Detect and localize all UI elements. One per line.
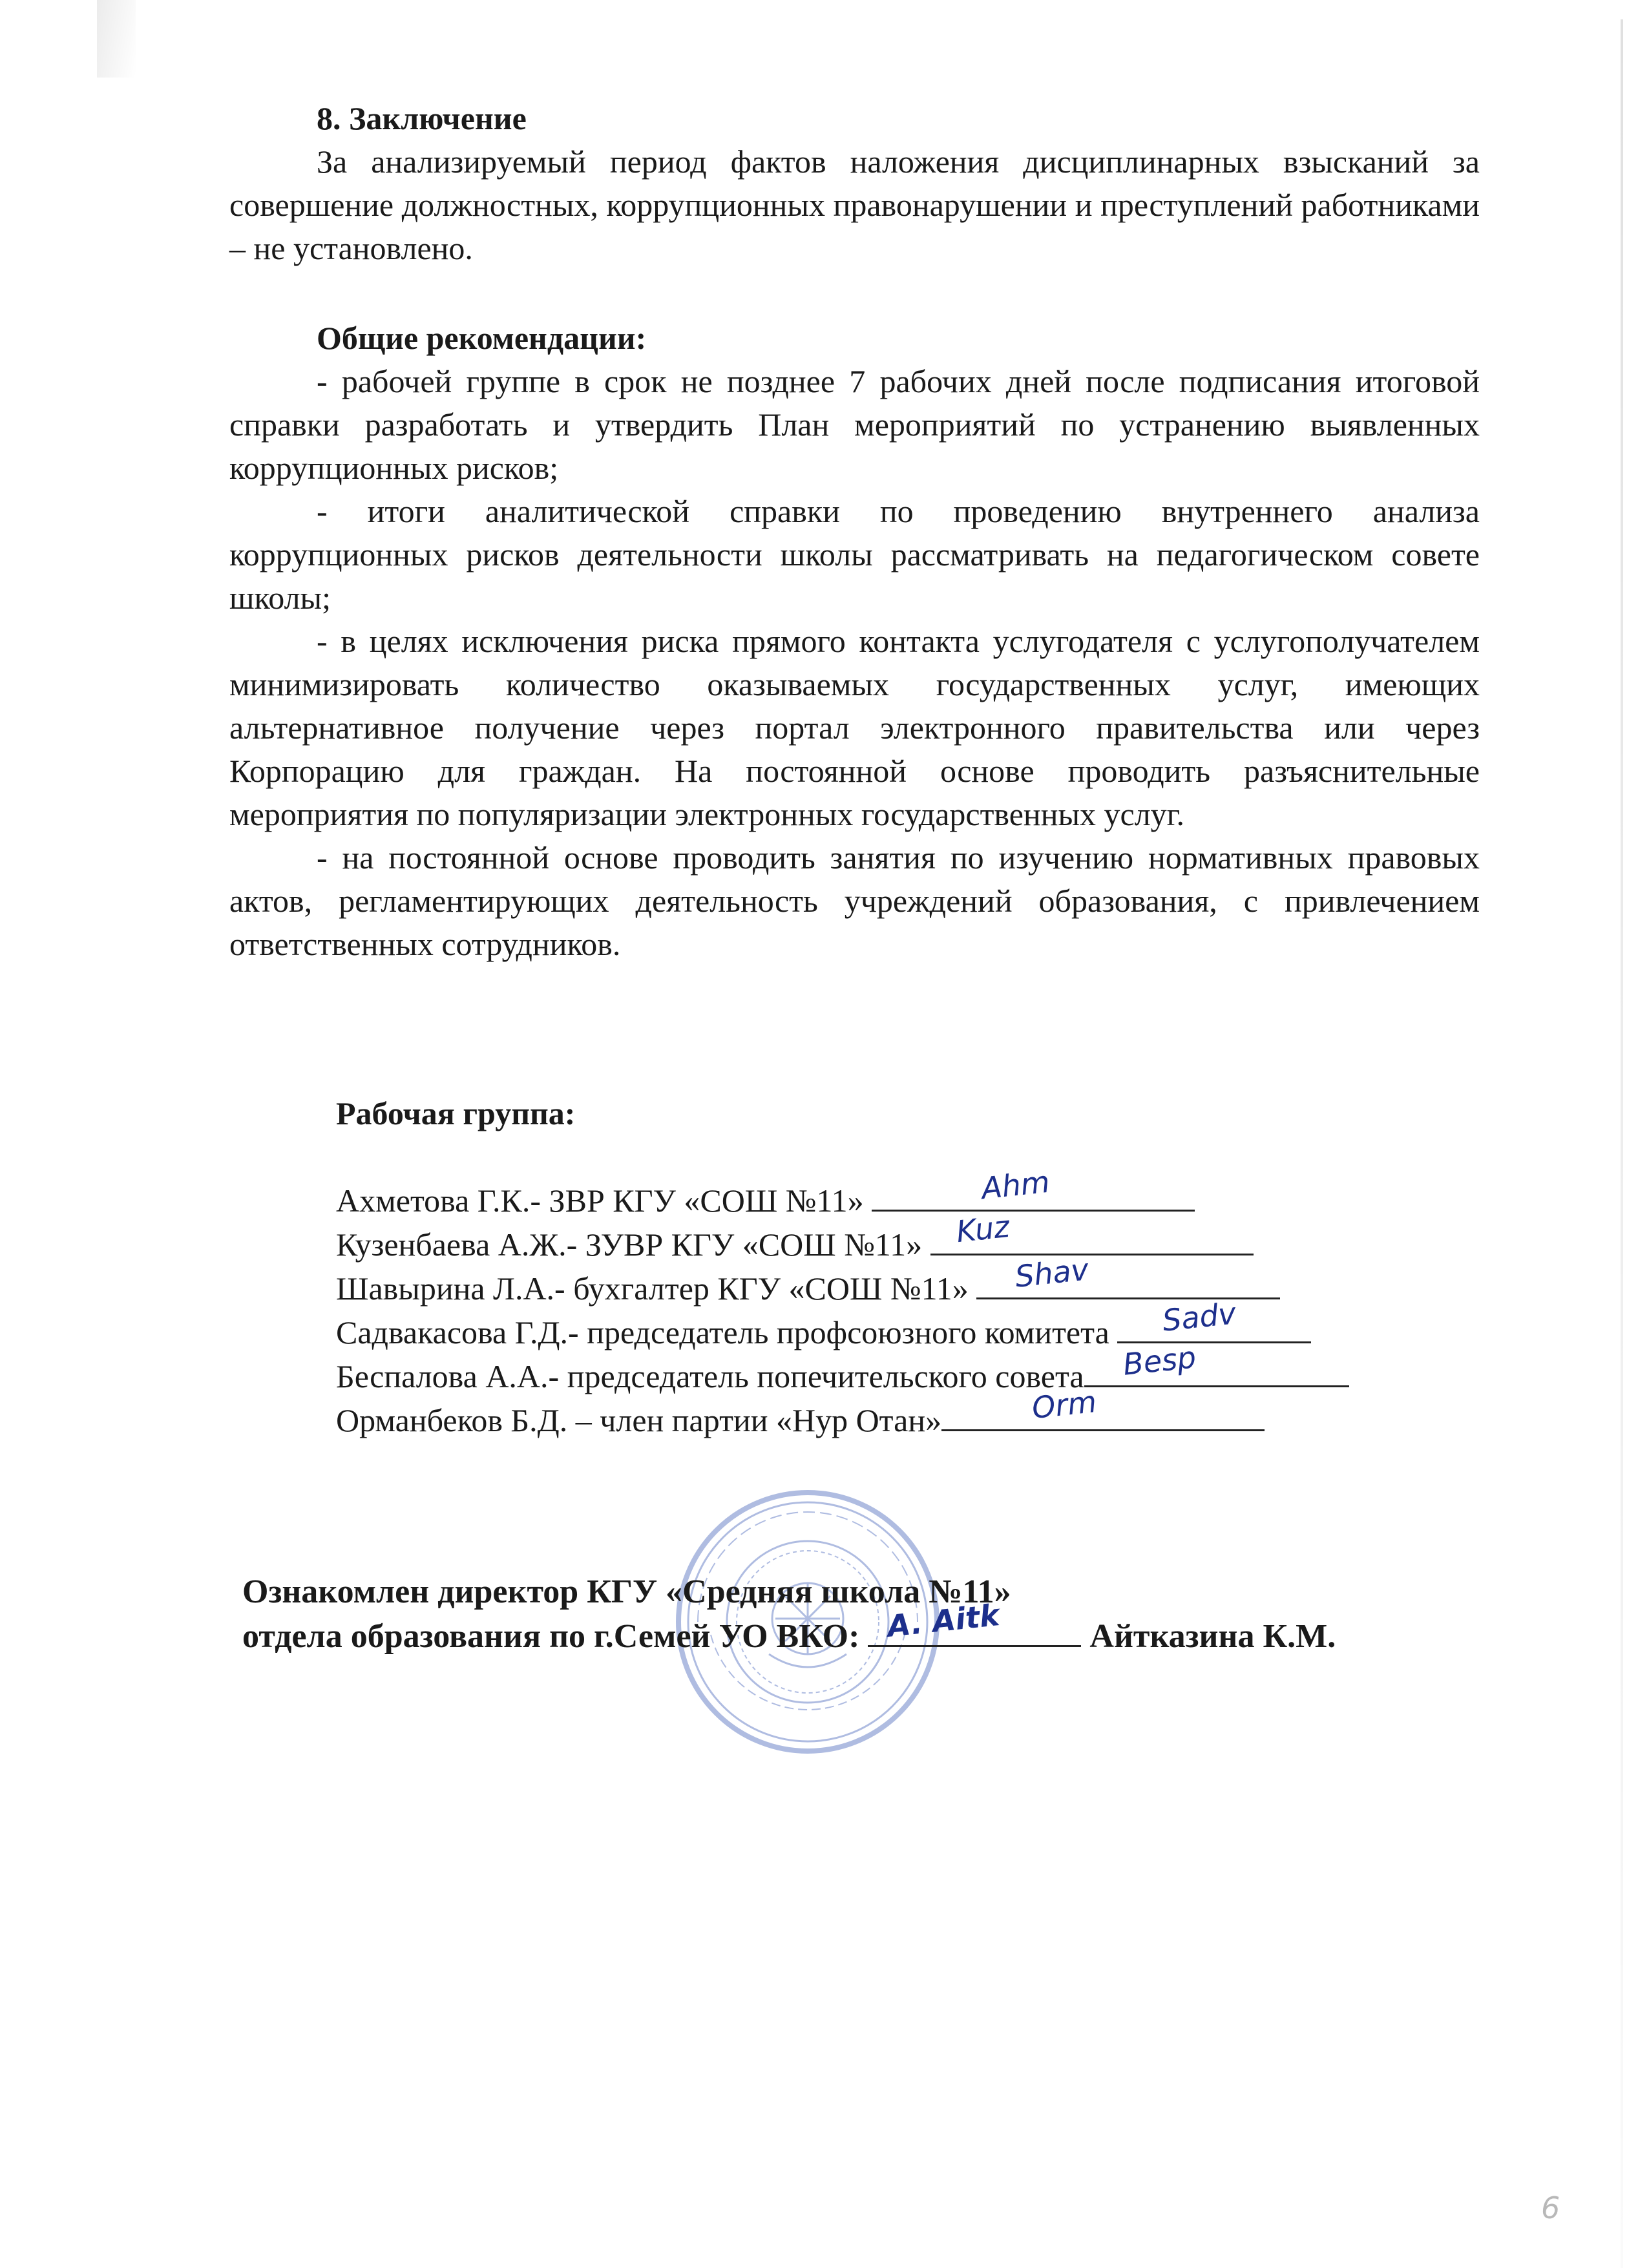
director-org: отдела образования по г.Семей УО ВКО: (242, 1618, 868, 1655)
handwritten-signature: Besp (1121, 1339, 1198, 1382)
director-acknowledgement (242, 1570, 1336, 1659)
conclusion-section (229, 97, 1480, 270)
signature-line (872, 1164, 1195, 1212)
director-signature-line (868, 1597, 1081, 1647)
member-text: Беспалова А.А.- председатель попечительского совета (336, 1358, 1084, 1394)
section-heading: 8. Заключение (317, 100, 527, 136)
scan-shadow-left (97, 0, 136, 78)
handwritten-signature: Ahm (980, 1164, 1052, 1206)
member-text: Шавырина Л.А.- бухгалтер КГУ «СОШ №11» (336, 1270, 977, 1307)
member-row (336, 1339, 1349, 1398)
member-row (336, 1208, 1349, 1266)
recommendations-section (229, 317, 1480, 966)
recommendation-item: - рабочей группе в срок не позднее 7 рабочих дней после подписания итоговой справки разработать и утвердить План мероприятий по устранению выявленных коррупционных рисков; (229, 363, 1480, 486)
signature-line (1084, 1339, 1349, 1387)
signature-line (930, 1208, 1254, 1255)
scan-shadow-right (1621, 19, 1623, 2268)
director-line-2 (242, 1597, 1336, 1659)
member-text: Садвакасова Г.Д.- председатель профсоюзного комитета (336, 1314, 1118, 1350)
member-text: Кузенбаева А.Ж.- ЗУВР КГУ «СОШ №11» (336, 1226, 930, 1263)
handwritten-signature: Orm (1030, 1383, 1098, 1426)
member-row (336, 1296, 1349, 1354)
handwritten-signature: A. Aitk (886, 1597, 1002, 1644)
conclusion-paragraph: За анализируемый период фактов наложения дисциплинарных взысканий за совершение должностных, коррупционных правонарушении и преступлений работниками – не установлено. (229, 143, 1480, 266)
recommendation-item: - в целях исключения риска прямого контакта услугодателя с услугополучателем минимизировать количество оказываемых государственных услуг, имеющих альтернативное получение через портал электронного правительства или через Корпорацию для граждан. На постоянной основе проводить разъяснительные мероприятия по популяризации электронных государственных услуг. (229, 623, 1480, 832)
director-name: Айтказина К.М. (1081, 1618, 1336, 1655)
member-text: Орманбеков Б.Д. – член партии «Нур Отан» (336, 1402, 942, 1438)
signature-line (976, 1252, 1280, 1299)
handwritten-signature: Kuz (954, 1208, 1011, 1250)
working-group-title: Рабочая группа: (336, 1095, 576, 1131)
handwritten-signature: Sadv (1161, 1296, 1238, 1338)
recommendation-item: - на постоянной основе проводить занятия по изучению нормативных правовых актов, регламентирующих деятельность учреждений образования, с привлечением ответственных сотрудников. (229, 839, 1480, 962)
member-text: Ахметова Г.К.- ЗВР КГУ «СОШ №11» (336, 1182, 872, 1219)
working-group (336, 1092, 1349, 1442)
director-line-1: Ознакомлен директор КГУ «Средняя школа №11» (242, 1573, 1011, 1610)
recommendation-item: - итоги аналитической справки по проведению внутреннего анализа коррупционных рисков деятельности школы рассматривать на педагогическом совете школы; (229, 493, 1480, 616)
signature-line (1117, 1296, 1311, 1343)
handwritten-signature: Shav (1013, 1252, 1091, 1294)
member-row (336, 1383, 1349, 1442)
recommendations-heading: Общие рекомендации: (317, 320, 647, 356)
page-number: 6 (1541, 2190, 1560, 2225)
member-row (336, 1164, 1349, 1223)
signature-line (941, 1383, 1265, 1431)
